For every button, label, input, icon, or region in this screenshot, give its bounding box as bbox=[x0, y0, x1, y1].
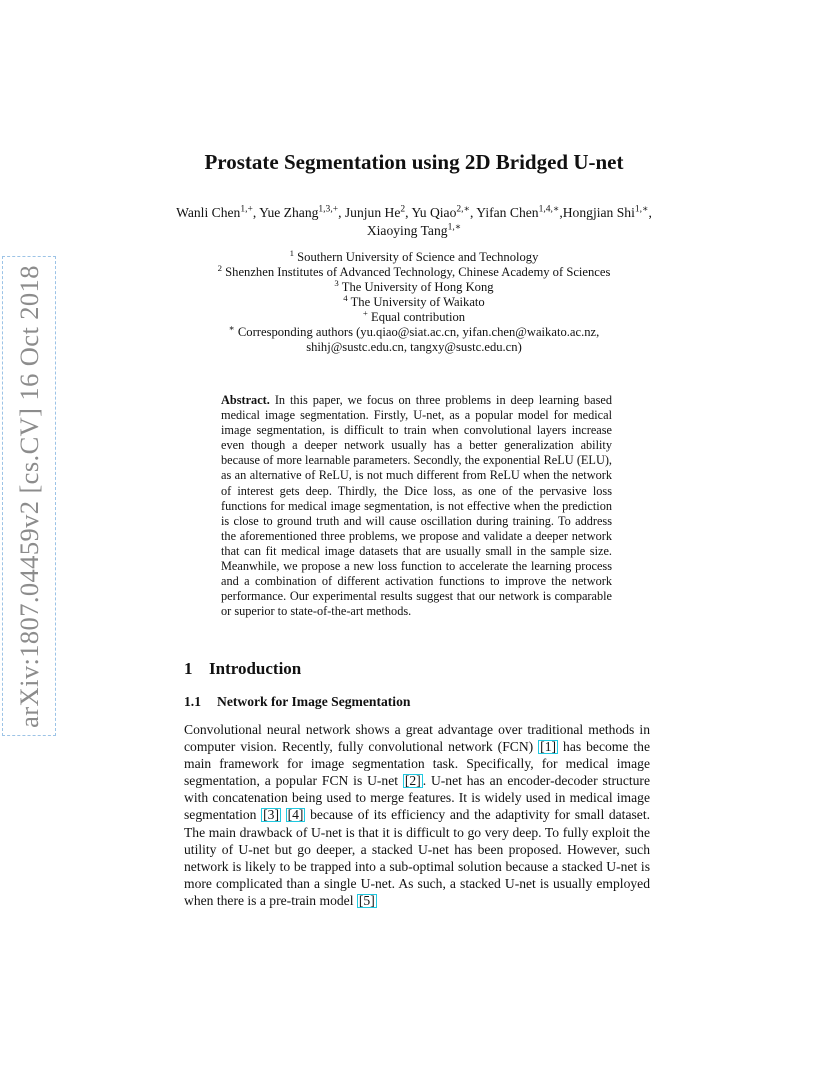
paper-title: Prostate Segmentation using 2D Bridged U-net bbox=[204, 150, 624, 174]
section-heading bbox=[184, 659, 301, 679]
abstract bbox=[221, 393, 612, 619]
author: Wanli Chen$^{1,+}$ bbox=[176, 204, 253, 220]
subsection-number: 1.1 bbox=[184, 694, 201, 709]
affiliation-line: + Equal contribution bbox=[362, 307, 466, 324]
body-paragraph: Convolutional neural network shows a great advantage over traditional methods in computer vision. Recently, fully convolutional network (FCN) [1] has become the main framework for image segmentation task. Specifically, for medical image segmentation, a popular FCN is U-net [2] . U-net has an encoder-decoder structure with concatenation being used to merge features. It is widely used in medical image segmentation [3] [4] because of its efficiency and the adaptivity for small dataset. The main drawback of U-net is that it is difficult to go very deep. To fully exploit the utility of U-net but go deeper, a stacked U-net has been proposed. However, such network is likely to be trapped into a sub-optimal solution because a stacked U-net is more complicated than a single U-net. As such, a stacked U-net is usually employed when there is a pre-train model [5] bbox=[184, 722, 650, 908]
arxiv-identifier-stamp[interactable] bbox=[2, 256, 56, 736]
affiliation-line: $^1$ Southern University of Science and Technology bbox=[289, 247, 539, 264]
author: Xiaoying Tang$^{1,∗}$ bbox=[366, 222, 462, 238]
author: Yu Qiao$^{2,∗}$ bbox=[411, 204, 470, 220]
section-number: 1 bbox=[184, 659, 193, 678]
author-list: Wanli Chen$^{1,+}$, Yue Zhang$^{1,3,+}$, Junjun He$^2$, Yu Qiao$^{2,∗}$, Yifan Chen$^{1,4,∗}$,Hongjian Shi$^{1,∗}$, Xiaoying Tang$^{1,∗}$ bbox=[176, 204, 652, 238]
affiliation-line: $^2$ Shenzhen Institutes of Advanced Technology, Chinese Academy of Sciences bbox=[217, 262, 611, 279]
citation-link[interactable]: [5] bbox=[358, 892, 375, 908]
affiliation-line: $^3$ The University of Hong Kong bbox=[334, 277, 494, 294]
arxiv-id-text: arXiv:1807.04459v2 [cs.CV] 16 Oct 2018 bbox=[13, 264, 44, 728]
citation-link[interactable]: [1] bbox=[540, 739, 557, 755]
citation-link[interactable]: [4] bbox=[287, 807, 304, 823]
author: Yue Zhang$^{1,3,+}$ bbox=[259, 204, 339, 220]
affiliation-line: $^4$ The University of Waikato bbox=[343, 292, 485, 309]
affiliation-line: shihj@sustc.edu.cn, tangxy@sustc.edu.cn) bbox=[306, 340, 522, 354]
subsection-title: Network for Image Segmentation bbox=[217, 694, 411, 709]
author: Yifan Chen$^{1,4,∗}$ bbox=[476, 204, 560, 220]
author: Junjun He$^2$ bbox=[344, 204, 406, 220]
section-title: Introduction bbox=[209, 659, 302, 678]
abstract-label: Abstract. bbox=[221, 393, 270, 407]
citation-link[interactable]: [2] bbox=[404, 773, 421, 789]
affiliation-list bbox=[150, 247, 678, 355]
affiliation-line: ∗ Corresponding authors (yu.qiao@siat.ac.cn, yifan.chen@waikato.ac.nz, bbox=[228, 322, 600, 339]
citation-link[interactable]: [3] bbox=[263, 807, 279, 823]
author: Hongjian Shi$^{1,∗}$ bbox=[562, 204, 649, 220]
subsection-heading bbox=[184, 694, 410, 710]
abstract-text: In this paper, we focus on three problems in deep learning based medical image segmentation. Firstly, U-net, as a popular model for medical image segmentation, is difficult to train when convolutional layers increase even though a deeper network usually has a better generalization ability because of more learnable parameters. Secondly, the exponential ReLU (ELU), as an alternative of ReLU, is not much different from ReLU when the network of interest gets deep. Thirdly, the Dice loss, as one of the pervasive loss functions for medical image segmentation, is not effective when the prediction is close to ground truth and will cause oscillation during training. To address the aforementioned three problems, we propose and validate a deeper network that can fit medical image datasets that are usually small in the sample size. Meanwhile, we propose a new loss function to accelerate the learning process and a combination of different activation functions to improve the network performance. Our experimental results suggest that our network is comparable or superior to state-of-the-art methods. bbox=[221, 393, 612, 619]
